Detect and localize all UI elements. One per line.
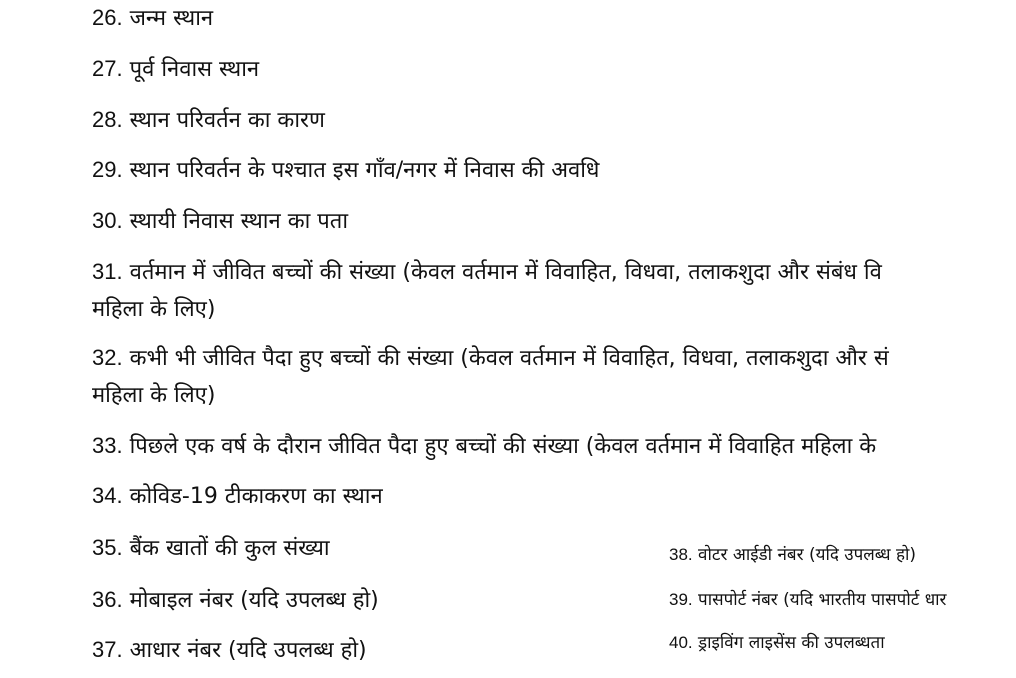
question-text-continued: महिला के लिए) bbox=[92, 297, 216, 322]
question-29 bbox=[92, 154, 599, 187]
question-text: कोविड-19 टीकाकरण का स्थान bbox=[129, 484, 383, 509]
question-31 bbox=[92, 256, 882, 289]
question-33 bbox=[92, 430, 876, 463]
question-text: पासपोर्ट नंबर (यदि भारतीय पासपोर्ट धार bbox=[698, 590, 947, 610]
question-text: जन्म स्थान bbox=[129, 6, 214, 31]
question-38 bbox=[669, 542, 916, 568]
question-number: 27. bbox=[92, 56, 123, 81]
question-text: पिछले एक वर्ष के दौरान जीवित पैदा हुए बच्चों की संख्या (केवल वर्तमान में विवाहित महिला के bbox=[129, 434, 877, 459]
question-number: 35. bbox=[92, 535, 123, 560]
question-number: 31. bbox=[92, 259, 123, 284]
question-32-continuation bbox=[92, 380, 215, 412]
question-number: 33. bbox=[92, 433, 123, 458]
question-text: वोटर आईडी नंबर (यदि उपलब्ध हो) bbox=[698, 545, 917, 565]
question-text: स्थान परिवर्तन का कारण bbox=[129, 108, 325, 133]
question-text: कभी भी जीवित पैदा हुए बच्चों की संख्या (केवल वर्तमान में विवाहित, विधवा, तलाकशुदा और सं bbox=[129, 346, 889, 371]
question-35 bbox=[92, 532, 330, 565]
question-text-continued: महिला के लिए) bbox=[92, 383, 216, 408]
question-31-continuation bbox=[92, 294, 215, 326]
question-27 bbox=[92, 53, 259, 86]
question-text: मोबाइल नंबर (यदि उपलब्ध हो) bbox=[129, 588, 379, 613]
question-text: आधार नंबर (यदि उपलब्ध हो) bbox=[129, 638, 367, 663]
question-number: 30. bbox=[92, 208, 123, 233]
question-number: 36. bbox=[92, 587, 123, 612]
question-28 bbox=[92, 104, 325, 137]
question-40 bbox=[669, 630, 885, 656]
question-text: पूर्व निवास स्थान bbox=[129, 57, 260, 82]
question-number: 40. bbox=[669, 633, 693, 652]
question-26 bbox=[92, 2, 213, 35]
question-text: स्थान परिवर्तन के पश्चात इस गाँव/नगर में निवास की अवधि bbox=[129, 158, 600, 183]
question-text: बैंक खातों की कुल संख्या bbox=[129, 536, 330, 561]
question-32 bbox=[92, 342, 889, 375]
question-number: 28. bbox=[92, 107, 123, 132]
question-36 bbox=[92, 584, 379, 617]
question-30 bbox=[92, 205, 348, 238]
question-text: ड्राइविंग लाइसेंस की उपलब्धता bbox=[698, 633, 885, 653]
question-text: वर्तमान में जीवित बच्चों की संख्या (केवल वर्तमान में विवाहित, विधवा, तलाकशुदा और संबंध वि bbox=[129, 260, 882, 285]
question-text: स्थायी निवास स्थान का पता bbox=[129, 209, 349, 234]
question-number: 32. bbox=[92, 345, 123, 370]
question-number: 39. bbox=[669, 590, 693, 609]
question-number: 38. bbox=[669, 545, 693, 564]
question-number: 34. bbox=[92, 483, 123, 508]
question-number: 26. bbox=[92, 5, 123, 30]
question-number: 37. bbox=[92, 637, 123, 662]
question-37 bbox=[92, 634, 367, 667]
question-39 bbox=[669, 587, 947, 613]
question-number: 29. bbox=[92, 157, 123, 182]
question-34 bbox=[92, 480, 383, 513]
